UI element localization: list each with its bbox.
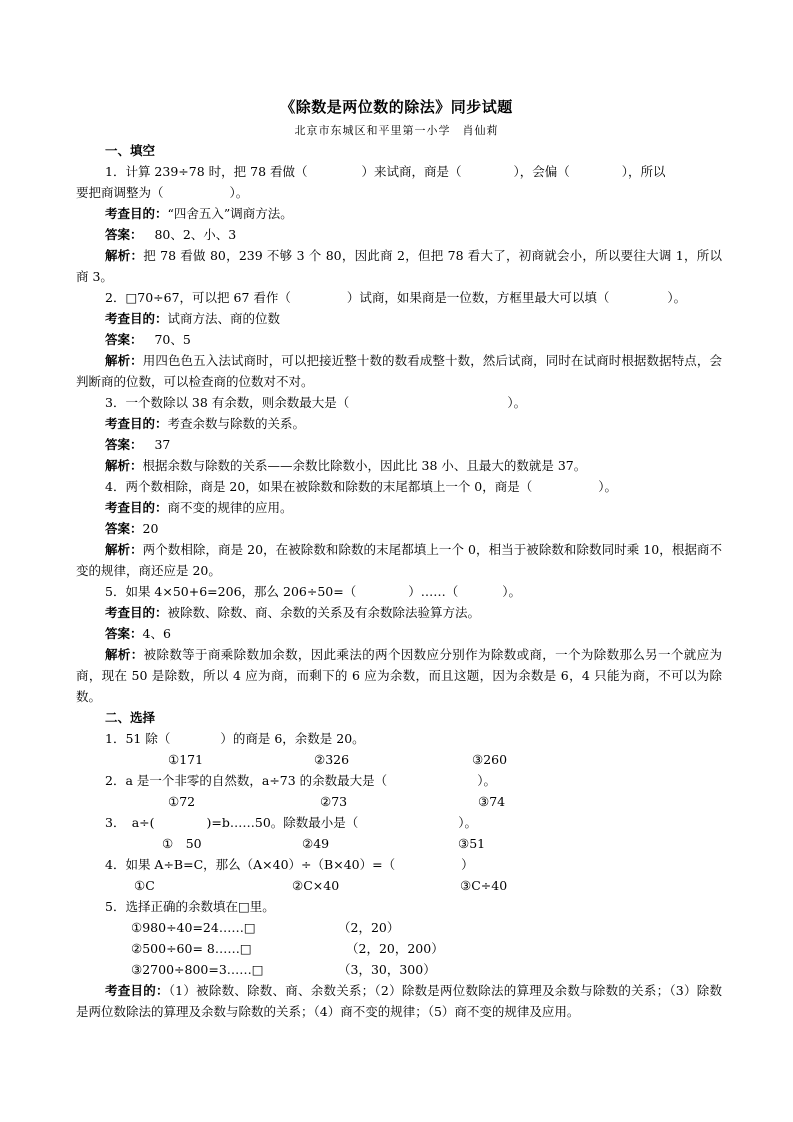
equation: ②500÷60= 8……□: [131, 941, 252, 956]
aim-line: 考查目的：被除数、除数、商、余数的关系及有余数除法验算方法。: [105, 605, 481, 620]
aim-line: 考查目的：商不变的规律的应用。: [105, 500, 293, 515]
explanation-paragraph: 解析：用四色色五入法试商时，可以把接近整十数的数看成整十数，然后试商，同时在试商时根据数据特点，会判断商的位数，可以检查商的位数对不对。: [76, 353, 722, 389]
aim-line: 考查目的：“四舍五入”调商方法。: [105, 206, 293, 221]
choices: （3，30，300）: [338, 962, 436, 977]
option-1: ①C: [134, 878, 155, 893]
question-choice-5: 5．选择正确的余数填在□里。: [105, 899, 275, 914]
answer-line: 答案： 70、5: [105, 332, 191, 347]
remainder-row: [76, 959, 722, 980]
answer-line: 答案： 37: [105, 437, 171, 452]
choices: （2，20）: [338, 920, 400, 935]
explanation-paragraph: 解析：根据余数与除数的关系——余数比除数小，因此比 38 小、且最大的数就是 37。: [105, 458, 587, 473]
document-author: 北京市东城区和平里第一小学 肖仙莉: [294, 124, 499, 137]
equation: ①980÷40=24……□: [131, 920, 256, 935]
question-choice-2: 2．a 是一个非零的自然数，a÷73 的余数最大是（ ）。: [105, 773, 496, 788]
question-choice-3: 3． a÷( )=b……50。除数最小是（ ）。: [105, 815, 478, 830]
explanation-paragraph: 解析：两个数相除，商是 20，在被除数和除数的末尾都填上一个 0，相当于被除数和除数同时乘 10，根据商不变的规律，商还应是 20。: [76, 542, 722, 578]
remainder-row: [76, 917, 722, 938]
answer-line: 答案：20: [105, 521, 159, 536]
options-row: [76, 791, 722, 812]
options-row: [76, 749, 722, 770]
explanation-paragraph: 解析：把 78 看做 80，239 不够 3 个 80，因此商 2，但把 78 看大了，初商就会小，所以要往大调 1，所以商 3。: [76, 248, 722, 284]
option-2: ②49: [302, 836, 330, 851]
option-2: ②73: [320, 794, 348, 809]
option-2: ②C×40: [292, 878, 340, 893]
option-1: ①171: [168, 752, 204, 767]
question-fill-2: 2．□70÷67，可以把 67 看作（ ）试商，如果商是一位数，方框里最大可以填（ ）。: [105, 290, 687, 305]
aim-line: 考查目的：试商方法、商的位数: [105, 311, 281, 326]
choices: （2，20，200）: [346, 941, 444, 956]
option-3: ③C÷40: [460, 878, 508, 893]
option-2: ②326: [314, 752, 350, 767]
document-title: 《除数是两位数的除法》同步试题: [280, 98, 513, 116]
question-fill-1-cont: 要把商调整为（ ）。: [76, 185, 249, 200]
question-fill-4: 4．两个数相除，商是 20，如果在被除数和除数的末尾都填上一个 0，商是（ ）。: [105, 479, 618, 494]
explanation-paragraph: 解析：被除数等于商乘除数加余数，因此乘法的两个因数应分别作为除数或商，一个为除数那么另一个就应为商，现在 50 是除数，所以 4 应为商，而剩下的 6 应为余数，而且这题，因为余数是 6，4 只能为商，不可以为除数。: [76, 647, 722, 704]
aim-paragraph: 考查目的：（1）被除数、除数、商、余数关系；（2）除数是两位数除法的算理及余数与除数的关系；（3）除数是两位数除法的算理及余数与除数的关系；（4）商不变的规律；（5）商不变的规律及应用。: [76, 983, 722, 1019]
options-row: [76, 875, 722, 896]
answer-line: 答案： 80、2、小、3: [105, 227, 237, 242]
answer-line: 答案：4、6: [105, 626, 171, 641]
aim-line: 考查目的：考查余数与除数的关系。: [105, 416, 306, 431]
option-3: ③51: [458, 836, 486, 851]
option-3: ③74: [478, 794, 506, 809]
document-body: [76, 140, 722, 1022]
option-3: ③260: [472, 752, 508, 767]
remainder-row: [76, 938, 722, 959]
section-heading-choice: 二、选择: [105, 710, 156, 725]
option-1: ①72: [168, 794, 196, 809]
question-fill-5: 5．如果 4×50+6=206，那么 206÷50=（ ）……（ ）。: [105, 584, 521, 599]
options-row: [76, 833, 722, 854]
equation: ③2700÷800=3……□: [131, 962, 264, 977]
question-choice-4: 4．如果 A÷B=C，那么（A×40）÷（B×40）=（ ）: [105, 857, 474, 872]
question-fill-1: 1．计算 239÷78 时，把 78 看做（ ）来试商，商是（ ），会偏（ ），所以: [105, 164, 666, 179]
question-fill-3: 3．一个数除以 38 有余数，则余数最大是（ ）。: [105, 395, 527, 410]
section-heading-fill-in: 一、填空: [105, 143, 156, 158]
option-1: ① 50: [162, 836, 202, 851]
question-choice-1: 1．51 除（ ）的商是 6，余数是 20。: [105, 731, 365, 746]
